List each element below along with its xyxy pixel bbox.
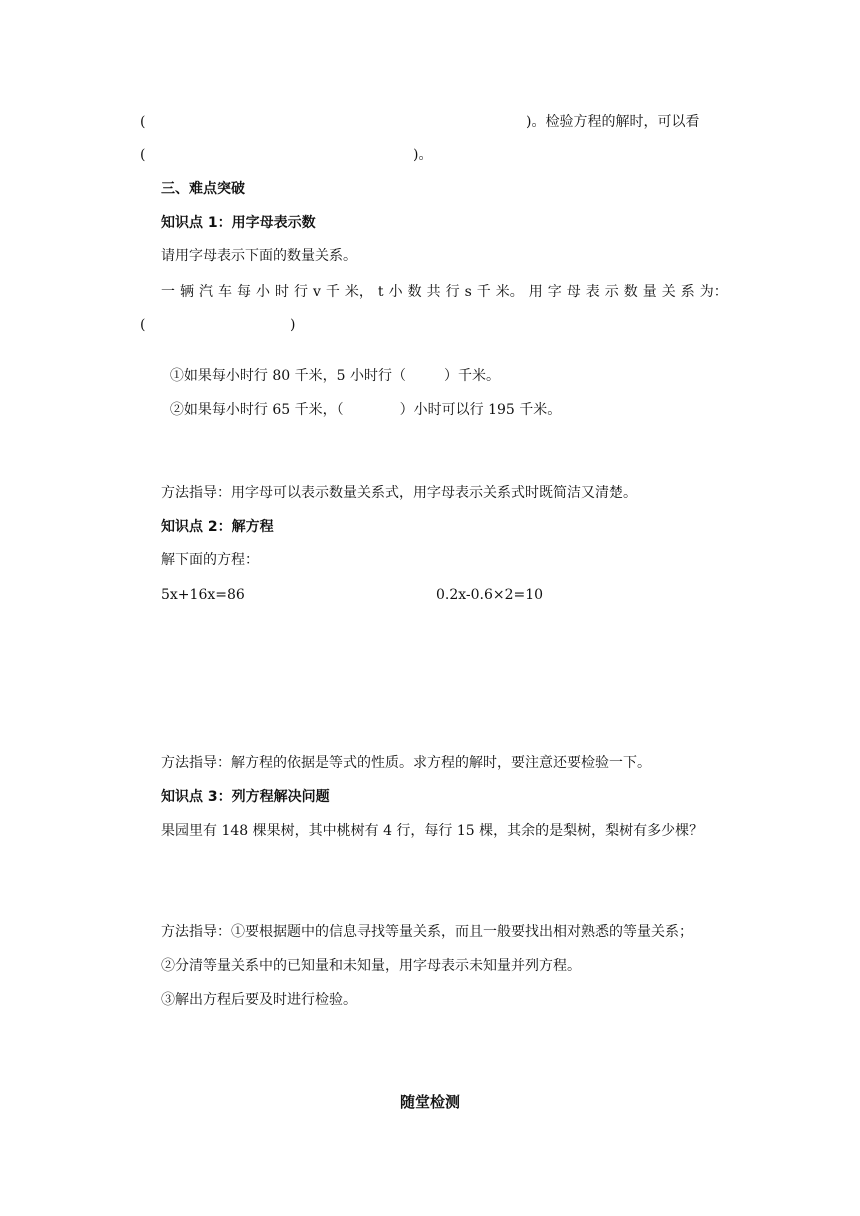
kp1-q1-after: ）千米。 bbox=[443, 368, 500, 384]
kp1-question-1 bbox=[161, 349, 500, 385]
kp1-problem-char: 小 bbox=[388, 284, 403, 300]
kp1-title: 知识点 1：用字母表示数 bbox=[161, 215, 316, 231]
kp1-problem-char: 行 bbox=[445, 284, 460, 300]
kp1-problem-char: 千 bbox=[325, 284, 340, 300]
kp1-problem-char: 时 bbox=[275, 284, 289, 300]
kp1-problem-char: 用 bbox=[528, 284, 543, 300]
kp1-problem-char: 千 bbox=[476, 284, 491, 300]
kp2-intro: 解下面的方程： bbox=[161, 552, 259, 568]
kp1-problem-char: 母 bbox=[566, 284, 581, 300]
kp1-answer-close: ) bbox=[290, 317, 296, 333]
kp1-problem-char: 一 bbox=[161, 284, 175, 300]
kp3-method-guide-1: 方法指导：①要根据题中的信息寻找等量关系，而且一般要找出相对熟悉的等量关系； bbox=[161, 924, 693, 940]
kp3-problem: 果园里有 148 棵果树，其中桃树有 4 行，每行 15 棵，其余的是梨树，梨树有多少棵？ bbox=[161, 823, 704, 839]
in-class-test-title: 随堂检测 bbox=[399, 1093, 460, 1111]
section-3-title: 三、难点突破 bbox=[161, 181, 245, 197]
kp1-problem-char: s bbox=[464, 284, 472, 300]
kp1-problem-text bbox=[161, 283, 728, 301]
kp1-problem-char: 为： bbox=[699, 284, 728, 300]
kp1-problem-char: v bbox=[313, 284, 321, 300]
kp1-problem-char: 示 bbox=[604, 284, 619, 300]
kp3-title: 知识点 3：列方程解决问题 bbox=[161, 789, 330, 805]
kp1-problem-char: 车 bbox=[218, 284, 232, 300]
kp1-intro: 请用字母表示下面的数量关系。 bbox=[161, 248, 357, 264]
kp1-answer-open: ( bbox=[140, 317, 146, 333]
kp1-q2-after: ）小时可以行 195 千米。 bbox=[399, 402, 562, 418]
kp2-equation-1: 5x+16x=86 bbox=[161, 587, 245, 603]
kp1-q1-before: ①如果每小时行 80 千米，5 小时行（ bbox=[169, 368, 406, 384]
kp2-method-guide: 方法指导：解方程的依据是等式的性质。求方程的解时，要注意还要检验一下。 bbox=[161, 755, 651, 771]
kp1-problem-char: 米。 bbox=[495, 284, 524, 300]
kp1-problem-char: t bbox=[377, 284, 384, 300]
kp1-problem-char: 小 bbox=[256, 284, 270, 300]
kp1-problem-char: 汽 bbox=[199, 284, 213, 300]
kp2-equation-2: 0.2x-0.6×2=10 bbox=[436, 587, 544, 603]
kp1-problem-char: 数 bbox=[407, 284, 422, 300]
kp1-problem-char: 关 bbox=[661, 284, 676, 300]
kp1-q2-before: ②如果每小时行 65 千米，（ bbox=[169, 402, 344, 418]
kp1-question-2 bbox=[161, 383, 561, 419]
kp1-problem-char: 辆 bbox=[180, 284, 194, 300]
kp1-problem-char: 系 bbox=[680, 284, 695, 300]
kp1-method-guide: 方法指导：用字母可以表示数量关系式，用字母表示关系式时既简洁又清楚。 bbox=[161, 485, 637, 501]
kp1-problem-char: 行 bbox=[294, 284, 308, 300]
kp1-problem-char: 量 bbox=[642, 284, 657, 300]
kp2-title: 知识点 2：解方程 bbox=[161, 519, 274, 535]
kp1-problem-char: 共 bbox=[426, 284, 441, 300]
fill-line-1-close: )。检验方程的解时，可以看 bbox=[526, 114, 700, 130]
fill-line-2-open: ( bbox=[140, 147, 146, 163]
kp1-problem-char: 字 bbox=[547, 284, 562, 300]
kp3-method-guide-2: ②分清等量关系中的已知量和未知量，用字母表示未知量并列方程。 bbox=[161, 958, 581, 974]
fill-line-2-close: )。 bbox=[413, 147, 433, 163]
kp1-problem-char: 表 bbox=[585, 284, 600, 300]
kp1-problem-char: 米， bbox=[344, 284, 373, 300]
kp1-problem-char: 每 bbox=[237, 284, 251, 300]
kp1-problem-char: 数 bbox=[623, 284, 638, 300]
fill-line-1-open: ( bbox=[140, 114, 146, 130]
kp3-method-guide-3: ③解出方程后要及时进行检验。 bbox=[161, 992, 357, 1008]
